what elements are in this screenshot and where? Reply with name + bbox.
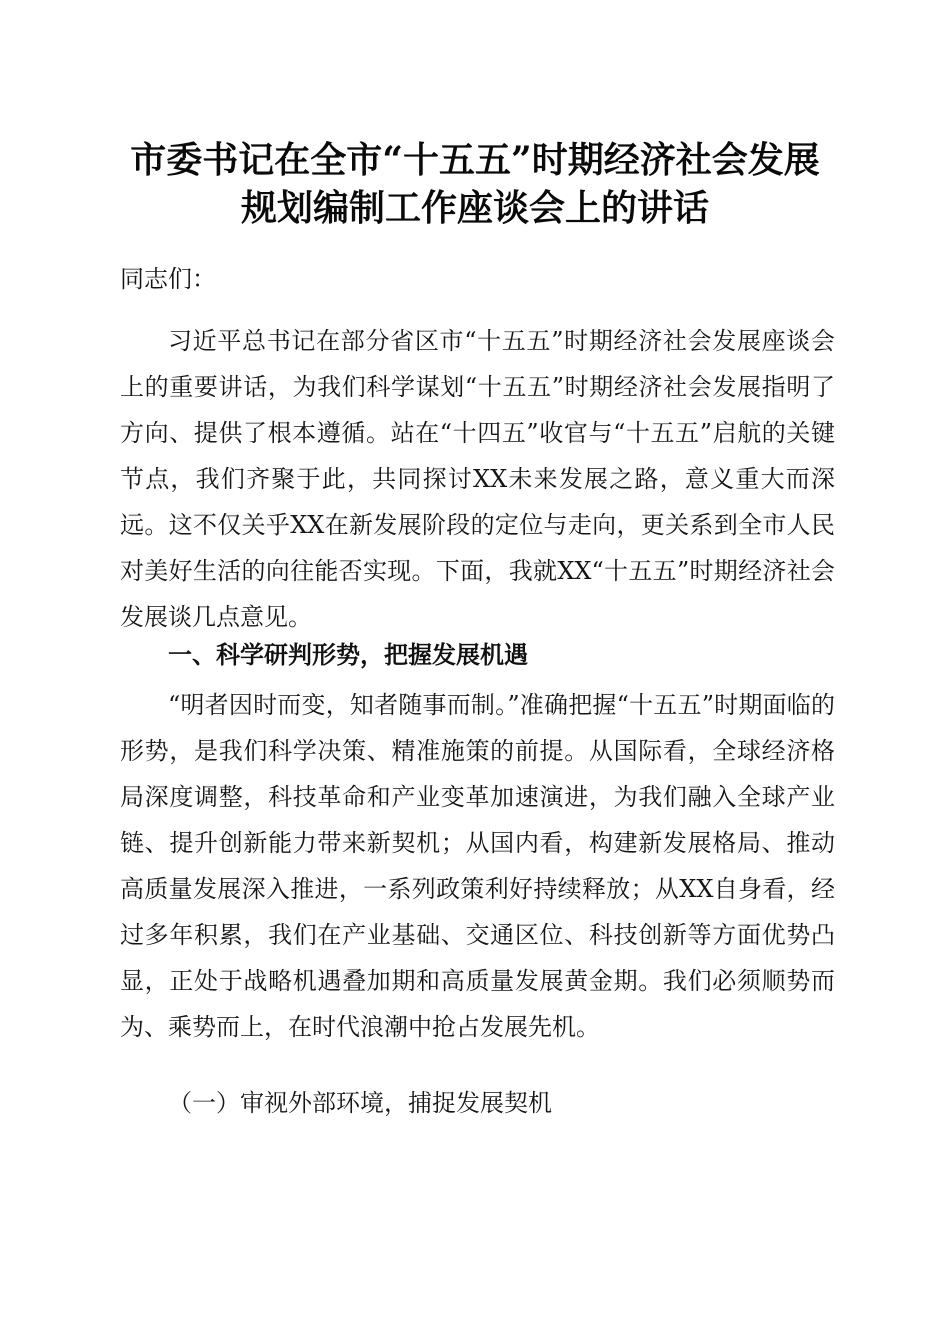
- subsection-heading-1: （一）审视外部环境，捕捉发展契机: [168, 1089, 552, 1117]
- paragraph-section-1: “明者因时而变，知者随事而制。”准确把握“十五五”时期面临的形势，是我们科学决策、精准施策的前提。从国际看，全球经济格局深度调整，科技革命和产业变革加速演进，为我们融入全球产业链、提升创新能力带来新契机；从国内看，构建新发展格局、推动高质量发展深入推进，一系列政策利好持续释放；从XX自身看，经过多年积累，我们在产业基础、交通区位、科技创新等方面优势凸显，正处于战略机遇叠加期和高质量发展黄金期。我们必须顺势而为、乘势而上，在时代浪潮中抢占发展先机。: [120, 691, 835, 1041]
- salutation: 同志们：: [120, 265, 216, 293]
- document-title-line-2: 规划编制工作座谈会上的讲话: [240, 187, 709, 229]
- document-title-line-1: 市委书记在全市“十五五”时期经济社会发展: [130, 139, 820, 181]
- paragraph-intro: 习近平总书记在部分省区市“十五五”时期经济社会发展座谈会上的重要讲话，为我们科学谋划“十五五”时期经济社会发展指明了方向、提供了根本遵循。站在“十四五”收官与“十五五”启航的关键节点，我们齐聚于此，共同探讨XX未来发展之路，意义重大而深远。这不仅关乎XX在新发展阶段的定位与走向，更关系到全市人民对美好生活的向往能否实现。下面，我就XX“十五五”时期经济社会发展谈几点意见。: [120, 327, 835, 631]
- section-heading-1: 一、科学研判形势，把握发展机遇: [168, 641, 528, 669]
